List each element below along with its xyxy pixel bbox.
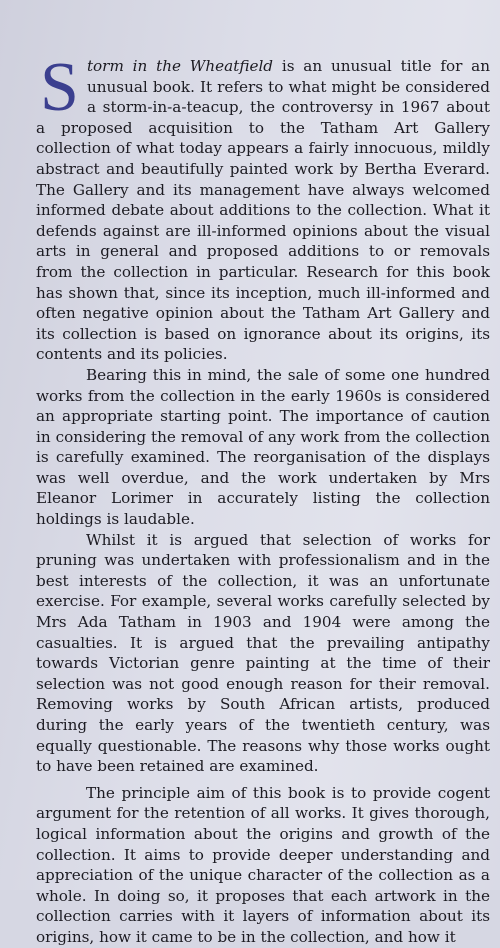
paragraph-3: Whilst it is argued that selection of works for pruning was undertaken with professionalism and in the best interests of the collection, it was an unfortunate exercise. For example, several works carefully selected by Mrs Ada Tatham in 1903 and 1904 were among the casualties. It is argued that the prevailing antipathy towards Victorian genre painting at the time of their selection was not good enough reason for their removal. Removing works by South African artists, produced during the early years of the twentieth century, was equally questionable. The reasons why those works ought to have been retained are examined. (36, 530, 490, 776)
drop-cap: S (40, 49, 79, 126)
paragraph-4: The principle aim of this book is to provide cogent argument for the retention of all works. It gives thorough, logical information about the origins and growth of the collection. It aims to provide deeper understanding and appreciation of the unique character of the collection as a whole. In doing so, it proposes that each artwork in the collection carries with it layers of information about its origins, how it came to be in the collection, and how it (36, 783, 490, 946)
body-text (36, 49, 490, 948)
paragraph-1 (36, 49, 490, 365)
paragraph-2: Bearing this in mind, the sale of some one hundred works from the collection in the early 1960s is considered an appropriate starting point. The importance of caution in considering the removal of any work from the collection is carefully examined. The reorganisation of the displays was well overdue, and the work undertaken by Mrs Eleanor Lorimer in accurately listing the collection holdings is laudable. (36, 365, 490, 529)
paragraph-1-text: is an unusual title for an unusual book. It refers to what might be considered a storm-in-a-teacup, the controversy in 1967 about a proposed acquisition to the Tatham Art Gallery collection of what today appears a fairly innocuous, mildly abstract and beautifully painted work by Bertha Everard. The Gallery and its management have always welcomed informed debate about additions to the collection. What it defends against are ill-informed opinions about the visual arts in general and proposed additions to or removals from the collection in particular. Research for this book has shown that, since its inception, much ill-informed and often negative opinion about the Tatham Art Gallery and its collection is based on ignorance about its origins, its contents and its policies. (36, 57, 490, 364)
book-title-italic: torm in the Wheatfield (86, 57, 274, 75)
